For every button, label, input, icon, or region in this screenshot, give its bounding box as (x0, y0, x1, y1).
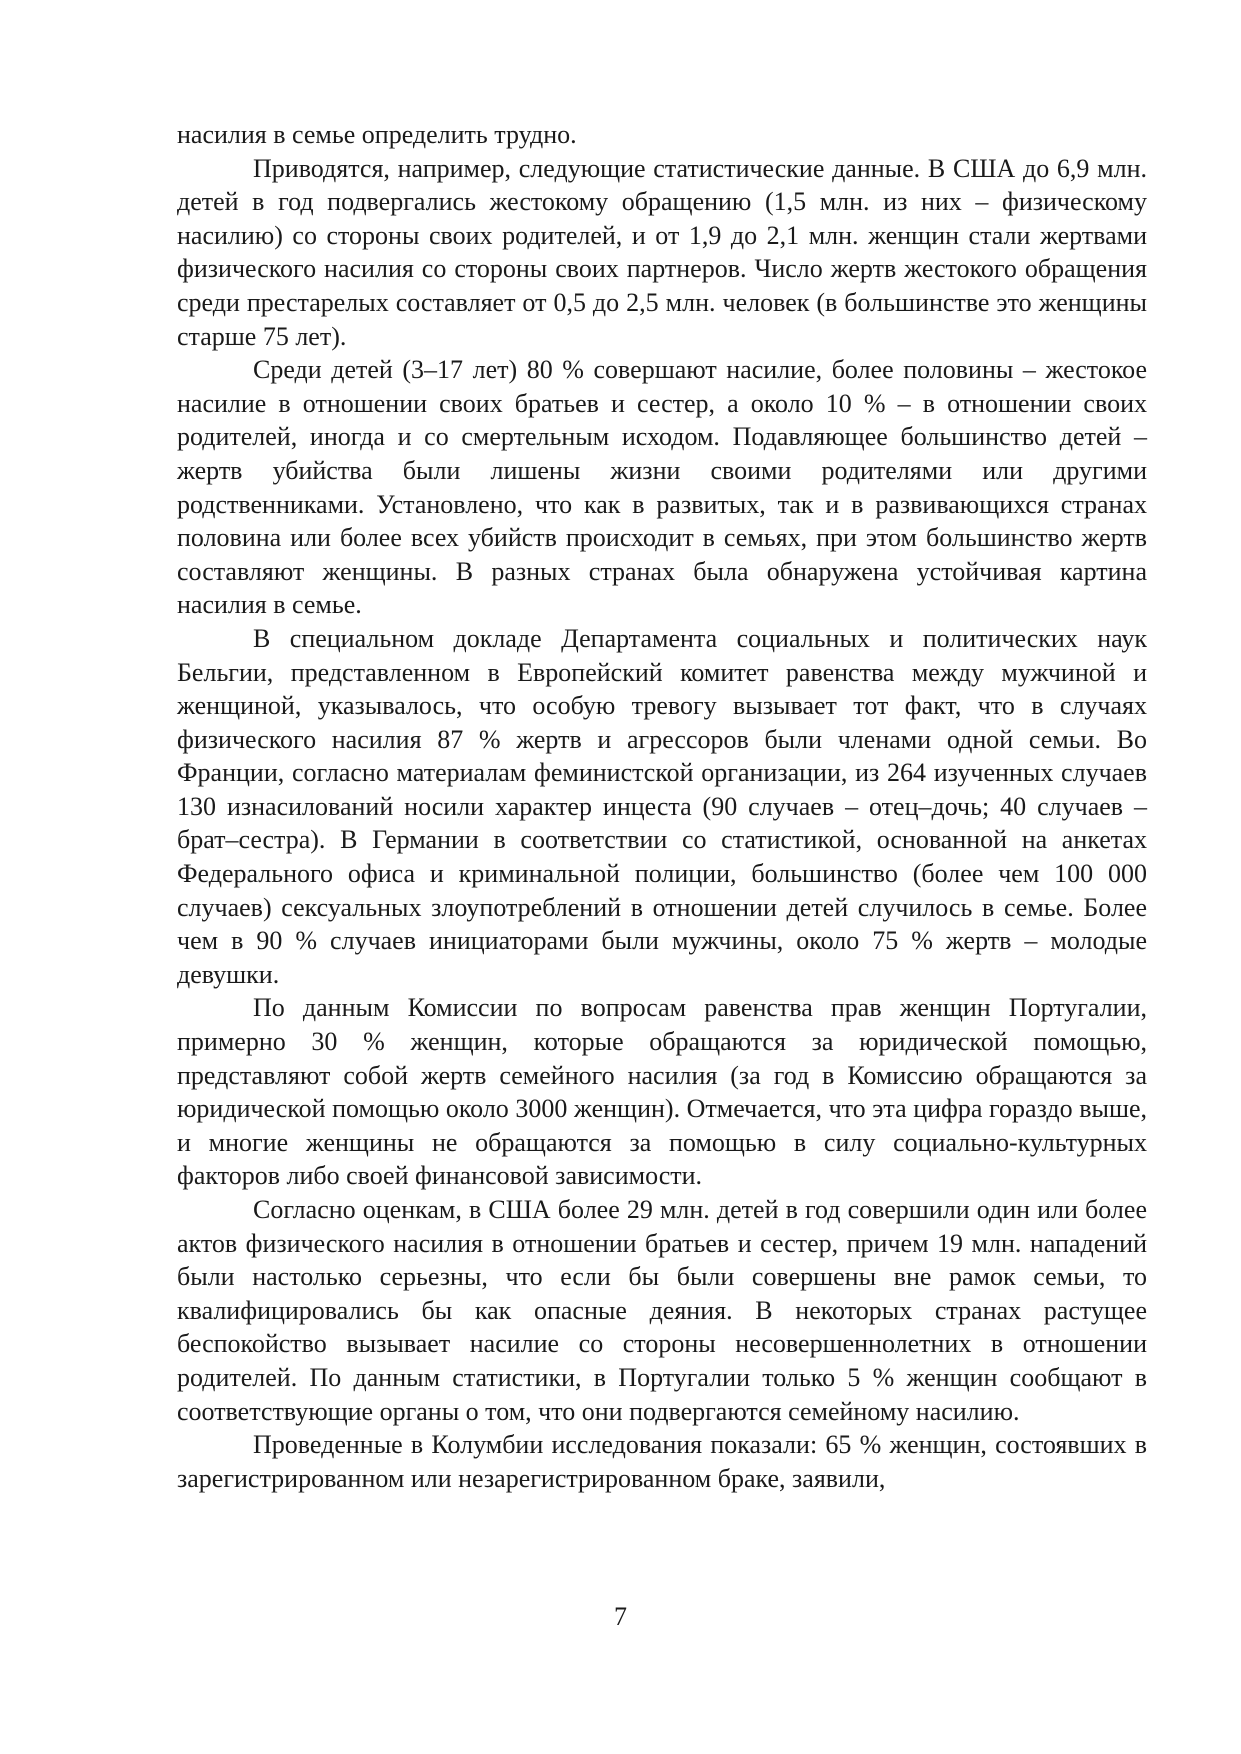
paragraph: Проведенные в Колумбии исследования показали: 65 % женщин, состоявших в зарегистрированном или незарегистрированном браке, заявили, (177, 1430, 1147, 1493)
paragraph: насилия в семье определить трудно. (177, 120, 577, 149)
paragraph: Среди детей (3–17 лет) 80 % совершают насилие, более половины – жестокое насилие в отношении своих братьев и сестер, а около 10 % – в отношении своих родителей, иногда и со смертельным исходом. Подавляющее большинство детей – жертв убийства были лишены жизни своими родителями или другими родственниками. Установлено, что как в развитых, так и в развивающихся странах половина или более всех убийств происходит в семьях, при этом большинство жертв составляют женщины. В разных странах была обнаружена устойчивая картина насилия в семье. (177, 355, 1147, 620)
paragraph: В специальном докладе Департамента социальных и политических наук Бельгии, представленном в Европейский комитет равенства между мужчиной и женщиной, указывалось, что особую тревогу вызывает тот факт, что в случаях физического насилия 87 % жертв и агрессоров были членами одной семьи. Во Франции, согласно материалам феминистской организации, из 264 изученных случаев 130 изнасилований носили характер инцеста (90 случаев – отец–дочь; 40 случаев – брат–сестра). В Германии в соответствии со статистикой, основанной на анкетах Федерального офиса и криминальной полиции, большинство (более чем 100 000 случаев) сексуальных злоупотреблений в отношении детей случилось в семье. Более чем в 90 % случаев инициаторами были мужчины, около 75 % жертв – молодые девушки. (177, 623, 1147, 989)
document-body (177, 118, 1147, 1495)
page-number: 7 (614, 1602, 627, 1631)
paragraph: По данным Комиссии по вопросам равенства прав женщин Португалии, примерно 30 % женщин, которые обращаются за юридической помощью, представляют собой жертв семейного насилия (за год в Комиссию обращаются за юридической помощью около 3000 женщин). Отмечается, что эта цифра гораздо выше, и многие женщины не обращаются за помощью в силу социально-культурных факторов либо своей финансовой зависимости. (177, 993, 1147, 1191)
paragraph: Согласно оценкам, в США более 29 млн. детей в год совершили один или более актов физического насилия в отношении братьев и сестер, причем 19 млн. нападений были настолько серьезны, что если бы были совершены вне рамок семьи, то квалифицировались бы как опасные деяния. В некоторых странах растущее беспокойство вызывает насилие со стороны несовершеннолетних в отношении родителей. По данным статистики, в Португалии только 5 % женщин сообщают в соответствующие органы о том, что они подвергаются семейному насилию. (177, 1195, 1147, 1426)
paragraph: Приводятся, например, следующие статистические данные. В США до 6,9 млн. детей в год подвергались жестокому обращению (1,5 млн. из них – физическому насилию) со стороны своих родителей, и от 1,9 до 2,1 млн. женщин стали жертвами физического насилия со стороны своих партнеров. Число жертв жестокого обращения среди престарелых составляет от 0,5 до 2,5 млн. человек (в большинстве это женщины старше 75 лет). (177, 153, 1147, 351)
